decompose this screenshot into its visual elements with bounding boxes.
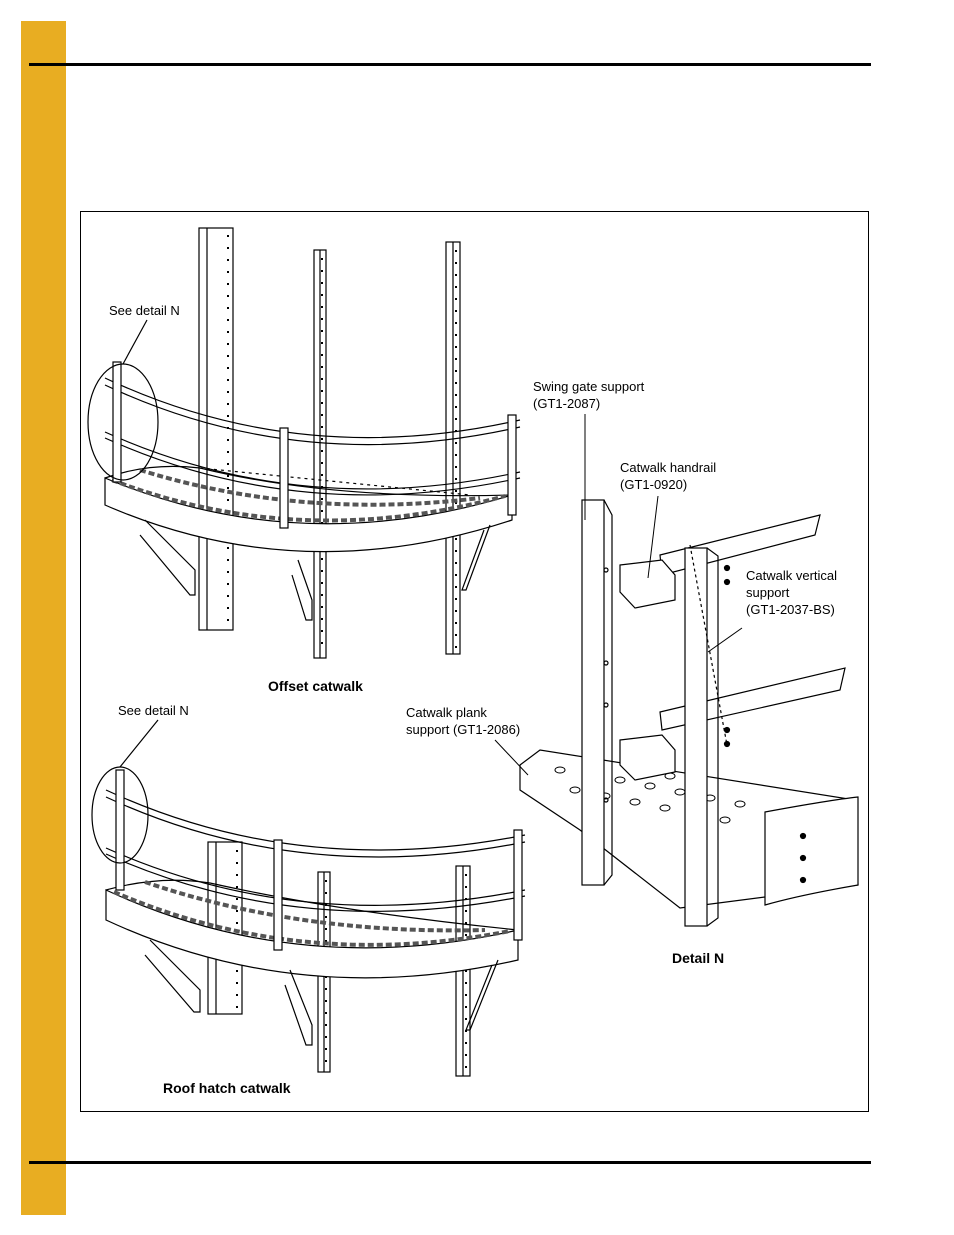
see-detail-label-top: See detail N xyxy=(109,303,180,318)
see-detail-label-bottom: See detail N xyxy=(118,703,189,718)
detail-n-caption: Detail N xyxy=(672,950,725,966)
vertical-support-part: (GT1-2037-BS) xyxy=(746,602,835,617)
swing-gate-label: Swing gate support xyxy=(533,379,645,394)
offset-catwalk-drawing xyxy=(88,228,520,658)
roof-hatch-catwalk-drawing xyxy=(92,720,525,1076)
handrail-part: (GT1-0920) xyxy=(620,477,688,492)
vertical-support-label: Catwalk vertical xyxy=(746,568,838,583)
plank-support-part: support (GT1-2086) xyxy=(406,722,521,737)
detail-n-drawing xyxy=(520,500,858,926)
roof-hatch-caption: Roof hatch catwalk xyxy=(163,1080,291,1096)
offset-catwalk-caption: Offset catwalk xyxy=(268,678,363,694)
handrail-label: Catwalk handrail xyxy=(620,460,717,475)
swing-gate-part: (GT1-2087) xyxy=(533,396,601,411)
plank-support-label: Catwalk plank xyxy=(406,705,487,720)
vertical-support-label-2: support xyxy=(746,585,790,600)
